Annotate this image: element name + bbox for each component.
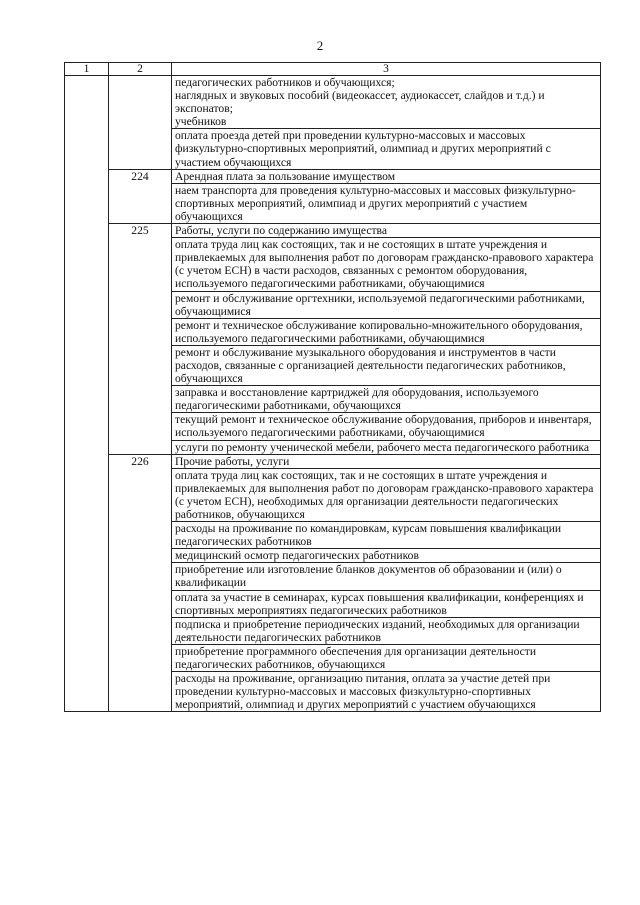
table-header-row	[65, 63, 601, 76]
code-cell	[109, 76, 172, 170]
item-description: ремонт и обслуживание оргтехники, используемой педагогическими работниками, обучающимися	[172, 291, 601, 318]
item-description: оплата труда лиц как состоящих, так и не состоящих в штате учреждения и привлекаемых для выполнения работ по договорам гражданско-правового характера (с учетом ЕСН) в части расходов, связанных с ремонтом оборудования, используемого педагогическими работниками, обучающимися	[172, 238, 601, 291]
header-col-2: 2	[109, 63, 172, 76]
item-description: ремонт и техническое обслуживание копировально-множительного оборудования, используемого педагогическими работниками, обучающимися	[172, 318, 601, 345]
code-cell: 224	[109, 169, 172, 223]
category-title: Работы, услуги по содержанию имущества	[172, 224, 601, 238]
item-description: оплата труда лиц как состоящих, так и не состоящих в штате учреждения и привлекаемых для выполнения работ по договорам гражданско-правового характера (с учетом ЕСН), необходимых для организации деятельности педагогических работников, обучающихся	[172, 468, 601, 521]
item-description: расходы на проживание по командировкам, курсам повышения квалификации педагогических работников	[172, 522, 601, 549]
header-col-1: 1	[65, 63, 109, 76]
col1-blank-cell	[65, 76, 109, 712]
category-row	[65, 169, 601, 183]
item-description: медицинский осмотр педагогических работников	[172, 549, 601, 563]
item-description: подписка и приобретение периодических изданий, необходимых для организации деятельности педагогических работников	[172, 617, 601, 644]
code-cell: 226	[109, 454, 172, 712]
code-cell: 225	[109, 224, 172, 455]
category-row	[65, 224, 601, 238]
category-title: Прочие работы, услуги	[172, 454, 601, 468]
item-description: приобретение программного обеспечения для организации деятельности педагогических работников, обучающихся	[172, 644, 601, 671]
item-description: текущий ремонт и техническое обслуживание оборудования, приборов и инвентаря, используемого педагогическими работниками, обучающимися	[172, 413, 601, 440]
expense-table	[64, 62, 601, 712]
page-number: 2	[316, 38, 324, 53]
item-description: услуги по ремонту ученической мебели, рабочего места педагогического работника	[172, 440, 601, 454]
header-col-3: 3	[172, 63, 601, 76]
category-title: Арендная плата за пользование имуществом	[172, 169, 601, 183]
item-description: оплата проезда детей при проведении культурно-массовых и массовых физкультурно-спортивных мероприятий, олимпиад и других мероприятий с участием обучающихся	[172, 129, 601, 169]
item-description: педагогических работников и обучающихся; наглядных и звуковых пособий (видеокассет, аудиокассет, слайдов и т.д.) и экспонатов; учебников	[172, 76, 601, 129]
item-description: заправка и восстановление картриджей для оборудования, используемого педагогическими работниками, обучающихся	[172, 386, 601, 413]
item-description: ремонт и обслуживание музыкального оборудования и инструментов в части расходов, связанные с организацией деятельности педагогических работников, обучающихся	[172, 345, 601, 385]
category-row	[65, 454, 601, 468]
item-description: расходы на проживание, организацию питания, оплата за участие детей при проведении культурно-массовых и массовых физкультурно-спортивных мероприятий, олимпиад и других мероприятий с участием обучающихся	[172, 672, 601, 712]
table-body	[65, 76, 601, 712]
item-description: оплата за участие в семинарах, курсах повышения квалификации, конференциях и спортивных мероприятиях педагогических работников	[172, 590, 601, 617]
item-description: наем транспорта для проведения культурно-массовых и массовых физкультурно-спортивных мероприятий, олимпиад и других мероприятий с участием обучающихся	[172, 183, 601, 223]
item-description: приобретение или изготовление бланков документов об образовании и (или) о квалификации	[172, 563, 601, 590]
table-row	[65, 76, 601, 129]
